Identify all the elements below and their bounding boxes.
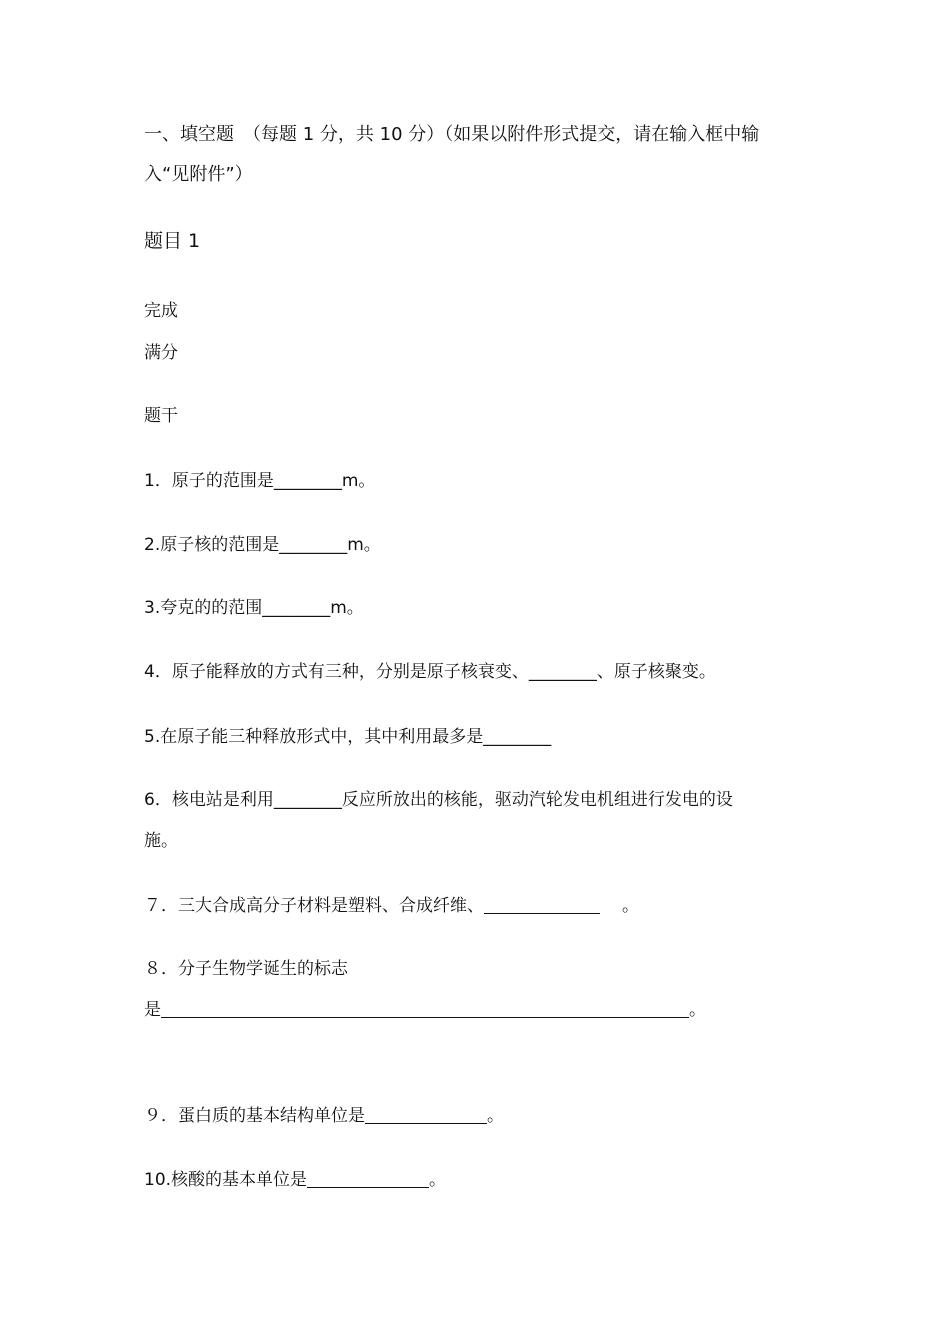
section-heading-line-1: 一、填空题 （每题 1 分，共 10 分）（如果以附件形式提交，请在输入框中输 [144,124,760,145]
question-item-8-end: 。 [689,1000,706,1020]
question-item-10-end: 。 [429,1170,447,1190]
question-item-3: 3.夸克的的范围________m。 [144,598,364,618]
question-item-5: 5.在原子能三种释放形式中，其中利用最多是________ [144,727,552,747]
question-item-2: 2.原子核的范围是________m。 [144,535,381,555]
question-stem-label: 题干 [144,406,178,426]
answer-blank-10 [307,1169,429,1188]
question-item-9-text: ９．蛋白质的基本结构单位是 [144,1106,365,1126]
question-item-6-line-2: 施。 [144,831,178,851]
question-item-9 [144,1104,504,1128]
section-heading-line-2: 入“见附件”） [144,164,253,185]
question-item-1: 1．原子的范围是________m。 [144,471,376,491]
question-item-7-text: ７．三大合成高分子材料是塑料、合成纤维、 [144,896,484,916]
answer-blank-7 [484,895,600,914]
answer-blank-9 [365,1105,487,1124]
answer-blank-8 [161,999,689,1018]
question-item-7-end: 。 [622,896,639,916]
question-item-6-line-1: 6．核电站是利用________反应所放出的核能，驱动汽轮发电机组进行发电的设 [144,790,733,810]
question-item-10-text: 10.核酸的基本单位是 [144,1170,308,1190]
question-status: 完成 [144,301,178,321]
question-score: 满分 [144,343,178,363]
question-item-9-end: 。 [487,1106,504,1126]
question-item-10 [144,1168,446,1192]
question-title: 题目 1 [144,230,201,252]
question-item-4: 4．原子能释放的方式有三种，分别是原子核衰变、________、原子核聚变。 [144,662,716,682]
question-item-8-line-2 [144,998,706,1022]
question-item-8-line-1: ８．分子生物学诞生的标志 [144,959,348,979]
question-item-8-text: 是 [144,1000,161,1020]
question-item-7 [144,894,639,918]
